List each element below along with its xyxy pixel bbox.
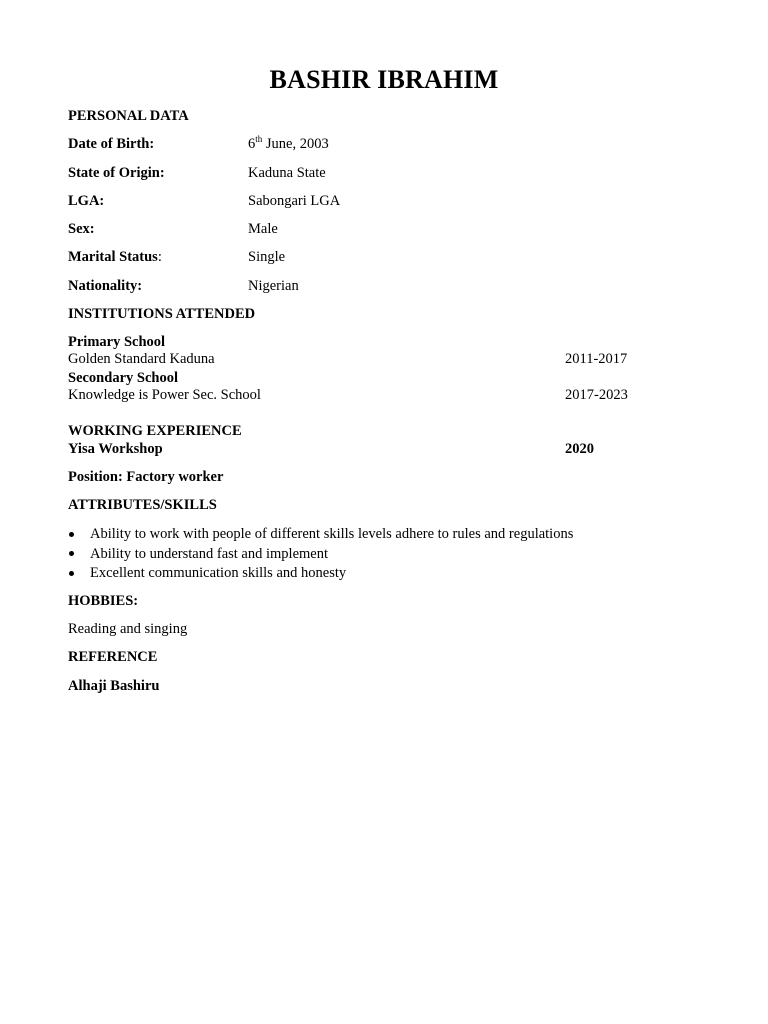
lga-value: Sabongari LGA [248, 193, 341, 209]
primary-school-years: 2011-2017 [565, 351, 628, 367]
experience-employer: Yisa Workshop [68, 441, 163, 457]
bullet-icon [69, 532, 74, 537]
skill-item [68, 546, 573, 566]
marital-status-label-text: Marital Status [68, 249, 158, 265]
sex-value: Male [248, 221, 278, 237]
resume-name-title: BASHIR IBRAHIM [269, 65, 499, 94]
secondary-school-name: Knowledge is Power Sec. School [68, 387, 261, 403]
bullet-icon [69, 571, 74, 576]
hobbies-heading: HOBBIES: [68, 593, 139, 609]
primary-school-name: Golden Standard Kaduna [68, 351, 215, 367]
skill-item [68, 565, 573, 585]
dob-label: Date of Birth: [68, 136, 155, 152]
personal-data-heading: PERSONAL DATA [68, 108, 189, 124]
secondary-school-level: Secondary School [68, 370, 178, 386]
experience-year: 2020 [565, 441, 594, 457]
reference-name: Alhaji Bashiru [68, 678, 160, 694]
state-of-origin-label: State of Origin: [68, 165, 165, 181]
bullet-icon [69, 551, 74, 556]
secondary-school-years: 2017-2023 [565, 387, 628, 403]
sex-label: Sex: [68, 221, 95, 237]
experience-position: Position: Factory worker [68, 469, 224, 485]
dob-value [248, 134, 329, 152]
skills-heading: ATTRIBUTES/SKILLS [68, 497, 217, 513]
nationality-label: Nationality: [68, 278, 143, 294]
dob-ordinal: th [255, 134, 263, 145]
skill-text: Ability to understand fast and implement [90, 545, 328, 562]
skills-list [68, 526, 573, 585]
nationality-value: Nigerian [248, 278, 299, 294]
skill-item [68, 526, 573, 546]
reference-heading: REFERENCE [68, 649, 158, 665]
hobbies-text: Reading and singing [68, 621, 188, 637]
lga-label: LGA: [68, 193, 105, 209]
dob-month-year: June, 2003 [262, 136, 329, 152]
state-of-origin-value: Kaduna State [248, 165, 326, 181]
marital-status-label [68, 250, 162, 265]
skill-text: Ability to work with people of different skills levels adhere to rules and regulations [90, 526, 574, 542]
institutions-heading: INSTITUTIONS ATTENDED [68, 306, 256, 322]
skill-text: Excellent communication skills and honesty [90, 565, 347, 581]
primary-school-level: Primary School [68, 334, 166, 350]
experience-heading: WORKING EXPERIENCE [68, 423, 242, 439]
marital-status-colon: : [157, 249, 162, 265]
dob-day: 6 [248, 136, 256, 152]
marital-status-value: Single [248, 249, 286, 265]
